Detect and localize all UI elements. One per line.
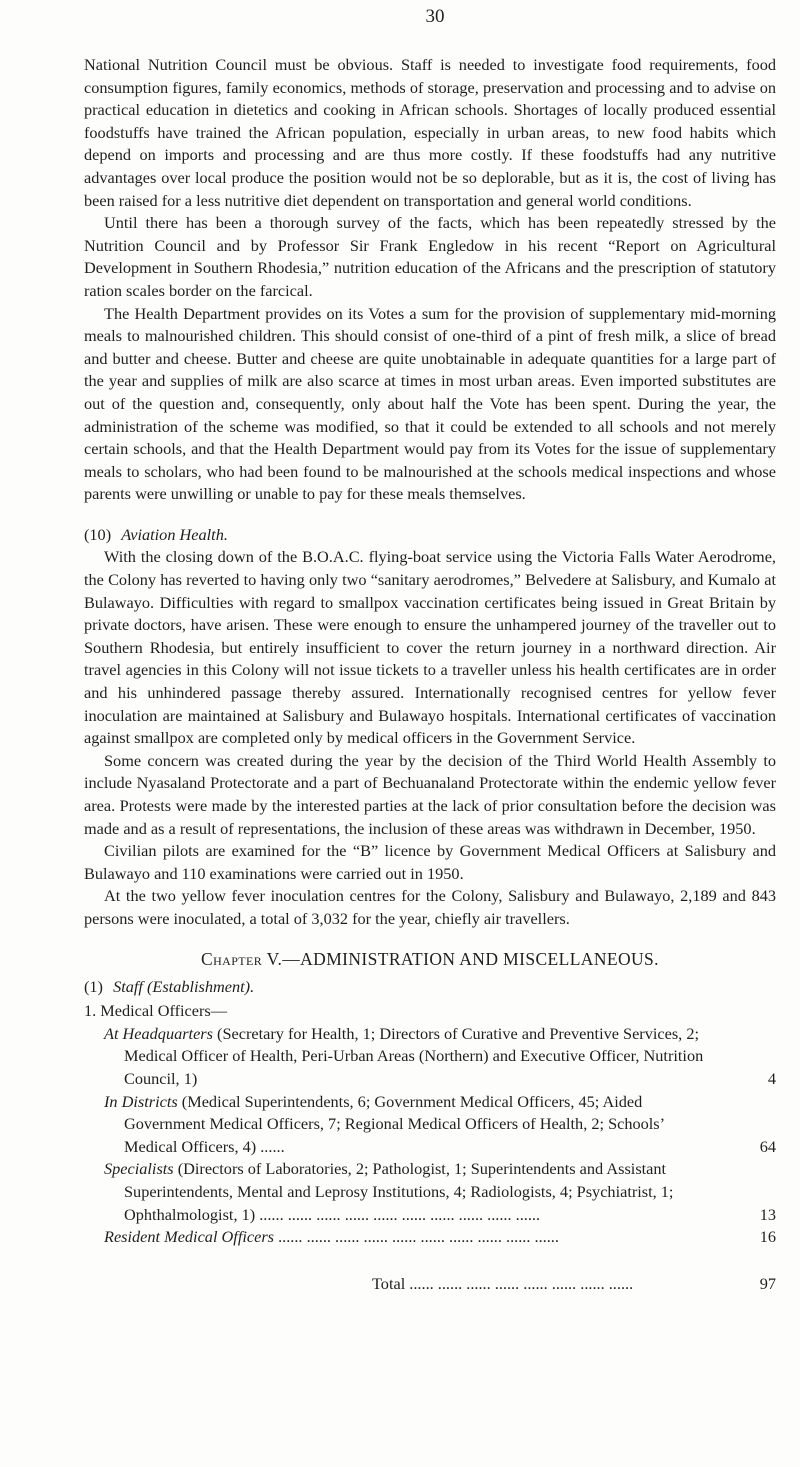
section-heading-staff (84, 976, 776, 999)
staff-entry-districts (84, 1091, 776, 1159)
paragraph-nutrition-staff: National Nutrition Council must be obvious. Staff is needed to investigate food requirements, food consumption figures, family economics, methods of storage, preservation and processing and to advise on practical education in dietetics and cooking in African schools. Shortages of locally produced essential foodstuffs have trained the African population, especially in urban areas, to new food habits which depend on imports and processing and are thus more costly. If these foodstuffs had any nutritive advantages over local produce the position would not be so deplorable, but as it is, the cost of living has been raised for a less nutritive diet dependent on transportation and general world conditions. (84, 55, 776, 210)
chapter-title: V.—ADMINISTRATION AND MISCELLANEOUS. (266, 948, 659, 969)
entry-category: In Districts (104, 1091, 178, 1111)
staff-list (84, 1000, 776, 1249)
paragraph-aviation-2: Some concern was created during the year by the decision of the Third World Health Assembly to include Nyasaland Protectorate and a part of Bechuanaland Protectorate within the endemic yellow fever area. Protests were made by the interested parties at the lack of prior consultation before the decision was made and as a result of representations, the inclusion of these areas was withdrawn in December, 1950. (84, 750, 776, 838)
entry-count: 13 (759, 1204, 776, 1224)
paragraph-aviation-1: With the closing down of the B.O.A.C. flying-boat service using the Victoria Falls Water Aerodrome, the Colony has reverted to having only two “sanitary aerodromes,” Belvedere at Salisbury, and Kumalo at Bulawayo. Difficulties with regard to smallpox vaccination certificates being issued in Great Britain by private doctors, have arisen. These were enough to ensure the unhampered journey of the traveller out to Southern Rhodesia, but entirely insufficient to cover the return journey in a northward direction. Air travel agencies in this Colony will not issue tickets to a traveller unless his health certificates are in order and his unhindered passage thereby assured. Internationally recognised centres for yellow fever inoculation are maintained at Salisbury and Bulawayo hospitals. International certificates of vaccination against smallpox are completed only by medical officers in the Government Service. (84, 547, 776, 748)
section-title: Staff (Establishment). (113, 976, 255, 996)
entry-count: 64 (759, 1136, 776, 1156)
staff-entry-headquarters (84, 1023, 776, 1091)
section-number: (1) (84, 976, 103, 996)
chapter-heading (84, 949, 776, 970)
total-label: Total ...... ...... ...... ...... ...... ...... ...... ...... (372, 1273, 634, 1293)
section-title: Aviation Health. (121, 524, 228, 544)
entry-count: 16 (759, 1227, 776, 1247)
paragraph-aviation-4: At the two yellow fever inoculation centres for the Colony, Salisbury and Bulawayo, 2,189 and 843 persons were inoculated, a total of 3,032 for the year, chiefly air travellers. (84, 886, 776, 928)
entry-text: (Medical Superintendents, 6; Government Medical Officers, 45; Aided Government Medical Officers, 7; Regional Medical Officers of Health, 2; Schools’ Medical Officers, 4) ...... (124, 1091, 664, 1156)
page-number: 30 (425, 6, 445, 27)
entry-text: (Directors of Laboratories, 2; Pathologist, 1; Superintendents and Assistant Superintendents, Mental and Leprosy Institutions, 4; Radiologists, 4; Psychiatrist, 1; Ophthalmologist, 1) ...... ...... ...... ...... ...... ...... ...... ...... ...... ...... (124, 1159, 674, 1224)
staff-entry-specialists (84, 1158, 776, 1226)
total-row (84, 1273, 776, 1296)
entry-category: Resident Medical Officers (104, 1227, 274, 1247)
paragraph-survey: Until there has been a thorough survey of the facts, which has been repeatedly stressed by the Nutrition Council and by Professor Sir Frank Engledow in his recent “Report on Agricultural Development in Southern Rhodesia,” nutrition education of the Africans and the prescription of statutory ration scales border on the farcical. (84, 213, 776, 300)
entry-category: Specialists (104, 1159, 174, 1179)
chapter-word: Chapter (201, 948, 263, 969)
entry-category: At Headquarters (104, 1023, 213, 1043)
total-count: 97 (759, 1273, 776, 1293)
entry-text: (Secretary for Health, 1; Directors of Curative and Preventive Services, 2; Medical Officer of Health, Peri-Urban Areas (Northern) and Executive Officer, Nutrition Council, 1) (124, 1023, 704, 1088)
paragraph-aviation-3: Civilian pilots are examined for the “B” licence by Government Medical Officers at Salisbury and Bulawayo and 110 examinations were carried out in 1950. (84, 841, 776, 883)
section-number: (10) (84, 524, 112, 544)
list-item-label: 1. Medical Officers— (84, 1001, 228, 1021)
entry-count: 4 (767, 1068, 776, 1088)
section-heading-aviation (84, 524, 776, 547)
entry-text: ...... ...... ...... ...... ...... ...... ...... ...... ...... ...... (274, 1227, 559, 1247)
paragraph-supplementary-meals: The Health Department provides on its Votes a sum for the provision of supplementary mid-morning meals to malnourished children. This should consist of one-third of a pint of fresh milk, a slice of bread and butter and cheese. Butter and cheese are quite unobtainable in adequate quantities for a large part of the year and supplies of milk are also scarce at times in most urban areas. Even imported substitutes are out of the question and, consequently, only about half the Vote has been spent. During the year, the administration of the scheme was modified, so that it could be extended to all schools and not merely certain schools, and that the Health Department would pay from its Votes for the issue of supplementary meals to scholars, who had been found to be malnourished at the schools medical inspections and whose parents were unwilling or unable to pay for these meals themselves. (84, 303, 776, 504)
staff-entry-resident (84, 1226, 776, 1249)
